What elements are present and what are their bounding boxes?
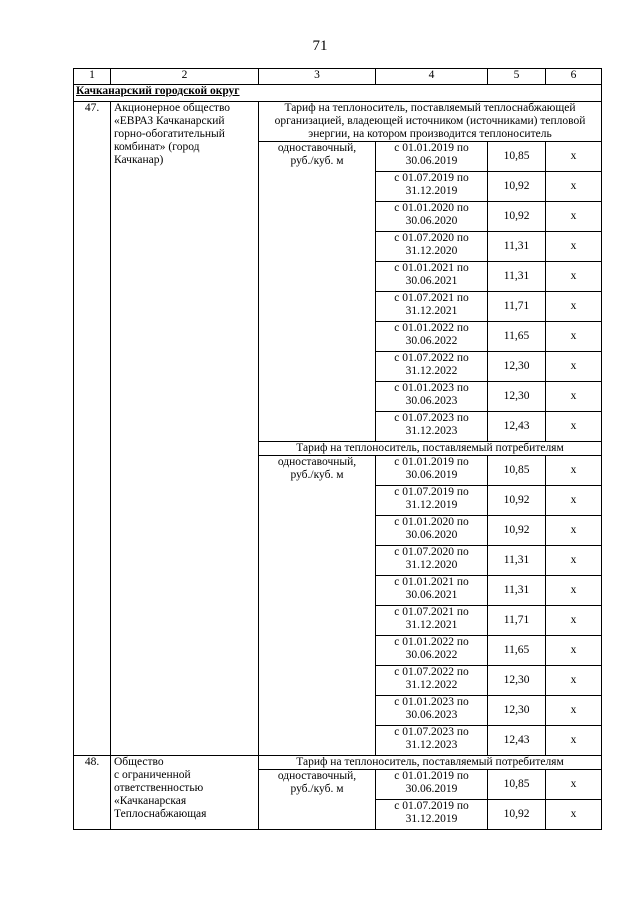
col6-cell: х (546, 142, 602, 172)
section-title: Тариф на теплоноситель, поставляемый потребителям (259, 756, 602, 770)
value-cell: 10,85 (488, 142, 546, 172)
period-cell: с 01.01.2019 по 30.06.2019 (376, 770, 488, 800)
col6-cell: х (546, 262, 602, 292)
col6-cell: х (546, 770, 602, 800)
column-header-4: 4 (376, 69, 488, 85)
value-cell: 10,85 (488, 456, 546, 486)
col6-cell: х (546, 576, 602, 606)
col6-cell: х (546, 546, 602, 576)
value-cell: 12,30 (488, 666, 546, 696)
tariff-type: одноставочный, руб./куб. м (259, 142, 376, 442)
section-title-row (74, 102, 602, 142)
section-title-row (74, 756, 602, 770)
value-cell: 11,71 (488, 292, 546, 322)
organization-name: Общество с ограниченной ответственностью «Качканарская Теплоснабжающая (111, 756, 259, 830)
period-cell: с 01.01.2022 по 30.06.2022 (376, 322, 488, 352)
value-cell: 10,92 (488, 486, 546, 516)
column-header-row (74, 69, 602, 85)
value-cell: 11,31 (488, 262, 546, 292)
entry-number: 48. (74, 756, 111, 830)
section-title: Тариф на теплоноситель, поставляемый теплоснабжающей организацией, владеющей источником (источниками) тепловой энергии, на котором производится теплоноситель (259, 102, 602, 142)
page-number: 71 (312, 38, 328, 54)
tariff-table-body (74, 69, 602, 830)
section-title: Тариф на теплоноситель, поставляемый потребителям (259, 442, 602, 456)
value-cell: 12,43 (488, 412, 546, 442)
period-cell: с 01.07.2023 по 31.12.2023 (376, 412, 488, 442)
period-cell: с 01.01.2020 по 30.06.2020 (376, 516, 488, 546)
value-cell: 12,43 (488, 726, 546, 756)
period-cell: с 01.07.2020 по 31.12.2020 (376, 232, 488, 262)
period-cell: с 01.01.2021 по 30.06.2021 (376, 262, 488, 292)
tariff-type: одноставочный, руб./куб. м (259, 770, 376, 830)
period-cell: с 01.01.2023 по 30.06.2023 (376, 382, 488, 412)
column-header-6: 6 (546, 69, 602, 85)
period-cell: с 01.07.2021 по 31.12.2021 (376, 292, 488, 322)
tariff-table (73, 68, 602, 830)
period-cell: с 01.07.2023 по 31.12.2023 (376, 726, 488, 756)
col6-cell: х (546, 486, 602, 516)
period-cell: с 01.07.2021 по 31.12.2021 (376, 606, 488, 636)
period-cell: с 01.01.2022 по 30.06.2022 (376, 636, 488, 666)
col6-cell: х (546, 606, 602, 636)
col6-cell: х (546, 382, 602, 412)
value-cell: 10,92 (488, 172, 546, 202)
col6-cell: х (546, 636, 602, 666)
col6-cell: х (546, 292, 602, 322)
period-cell: с 01.07.2019 по 31.12.2019 (376, 486, 488, 516)
value-cell: 11,65 (488, 636, 546, 666)
col6-cell: х (546, 696, 602, 726)
period-cell: с 01.07.2019 по 31.12.2019 (376, 800, 488, 830)
period-cell: с 01.01.2023 по 30.06.2023 (376, 696, 488, 726)
value-cell: 11,65 (488, 322, 546, 352)
value-cell: 10,92 (488, 202, 546, 232)
period-cell: с 01.01.2019 по 30.06.2019 (376, 456, 488, 486)
period-cell: с 01.07.2020 по 31.12.2020 (376, 546, 488, 576)
period-cell: с 01.07.2019 по 31.12.2019 (376, 172, 488, 202)
region-title: Качканарский городской округ (74, 85, 602, 102)
column-header-1: 1 (74, 69, 111, 85)
col6-cell: х (546, 322, 602, 352)
column-header-2: 2 (111, 69, 259, 85)
col6-cell: х (546, 352, 602, 382)
col6-cell: х (546, 516, 602, 546)
col6-cell: х (546, 456, 602, 486)
col6-cell: х (546, 726, 602, 756)
value-cell: 11,31 (488, 546, 546, 576)
column-header-5: 5 (488, 69, 546, 85)
period-cell: с 01.01.2020 по 30.06.2020 (376, 202, 488, 232)
col6-cell: х (546, 172, 602, 202)
value-cell: 12,30 (488, 352, 546, 382)
tariff-type: одноставочный, руб./куб. м (259, 456, 376, 756)
value-cell: 10,92 (488, 516, 546, 546)
period-cell: с 01.01.2019 по 30.06.2019 (376, 142, 488, 172)
entry-number: 47. (74, 102, 111, 756)
column-header-3: 3 (259, 69, 376, 85)
period-cell: с 01.07.2022 по 31.12.2022 (376, 352, 488, 382)
value-cell: 12,30 (488, 382, 546, 412)
col6-cell: х (546, 202, 602, 232)
value-cell: 11,71 (488, 606, 546, 636)
value-cell: 10,92 (488, 800, 546, 830)
col6-cell: х (546, 800, 602, 830)
col6-cell: х (546, 666, 602, 696)
col6-cell: х (546, 412, 602, 442)
value-cell: 12,30 (488, 696, 546, 726)
period-cell: с 01.01.2021 по 30.06.2021 (376, 576, 488, 606)
value-cell: 11,31 (488, 576, 546, 606)
value-cell: 11,31 (488, 232, 546, 262)
region-row (74, 85, 602, 102)
period-cell: с 01.07.2022 по 31.12.2022 (376, 666, 488, 696)
col6-cell: х (546, 232, 602, 262)
organization-name: Акционерное общество «ЕВРАЗ Качканарский горно-обогатительный комбинат» (город Качканар) (111, 102, 259, 756)
value-cell: 10,85 (488, 770, 546, 800)
